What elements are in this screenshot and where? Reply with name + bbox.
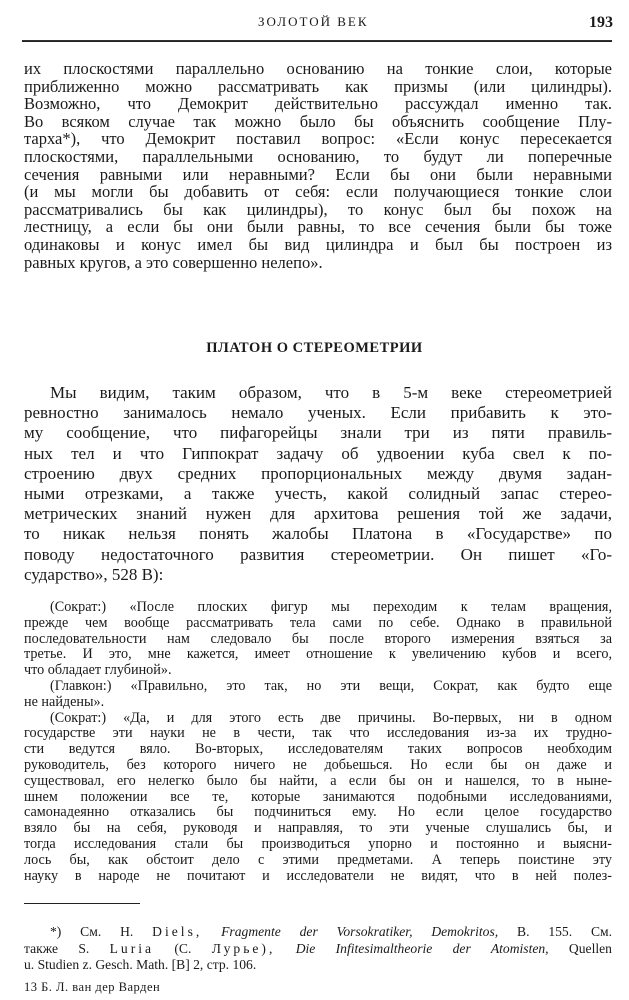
text-line: Во всяком случае так можно было бы объяснить сообщение Плу- (24, 111, 612, 131)
quote-line: шнем положении все те, которые занимаются подобными исследованиями, (24, 788, 612, 805)
page-number: 193 (589, 14, 613, 31)
header-rule (22, 40, 612, 42)
footnote-author: Лурье), (211, 940, 276, 956)
printer-signature: 13 Б. Л. ван дер Варден (24, 980, 161, 994)
footnote (24, 924, 612, 974)
footnote-text: также S. (24, 940, 90, 956)
quote-line: что обладает глубиной». (24, 662, 172, 679)
text-line: Возможно, что Демокрит действительно рассуждал именно так. (24, 94, 612, 114)
quote-line: взяло бы на себя, руководя и направляя, то эти ученые слушались бы, и (24, 820, 612, 837)
quote-line: тогда исследования стали бы производиться упорно и постоянно и выясни- (24, 835, 612, 852)
text-line: то никак нельзя понять жалобы Платона в «Государстве» по (24, 524, 612, 544)
footnote-line (24, 941, 612, 958)
quote-line: (Сократ:) «Да, и для этого есть две причины. Во-первых, ни в одном (50, 709, 612, 726)
text-line: одинаковы и конус имел бы вид цилиндра и был бы построен из (24, 234, 612, 254)
footnote-text: *) См. H. (50, 924, 134, 939)
text-line: рассматривались бы как цилиндры), то конус был бы похож на (24, 199, 612, 219)
text-line: строению двух средних пропорциональных между двумя задан- (24, 463, 612, 483)
text-line: ных тел и что Гиппократ задачу об удвоении куба свел к по- (24, 443, 612, 463)
footnote-title: Fragmente der Vorsokratiker, Demokritos, (221, 924, 499, 939)
footnote-text: Quellen (568, 940, 612, 956)
footnote-line: u. Studien z. Gesch. Math. [B] 2, стр. 106. (24, 957, 257, 972)
quote-line: самонадеянно отказались бы подчиниться ему. Но если целое государство (24, 804, 612, 821)
text-line: плоскостями, параллельными основанию, то будут ли поперечные (24, 146, 612, 166)
quote-line: лось бы, как обстоит дело с этими предметами. А теперь поистине эту (24, 851, 612, 868)
quote-line: последовательности нам следовало бы после второго измерения взяться за (24, 630, 612, 647)
quote-line: существовал, его нелегко было бы найти, а если бы он и нашелся, то в ныне- (24, 772, 612, 789)
text-line: Мы видим, таким образом, что в 5-м веке стереометрией (50, 383, 612, 402)
text-line: тарха*), что Демокрит поставил вопрос: «Если конус пересекается (24, 129, 612, 149)
quote-line: сти ведутся вяло. Во-вторых, исследователям таких вопросов необходим (24, 741, 612, 758)
running-title: ЗОЛОТОЙ ВЕК (258, 14, 369, 29)
paragraph-2 (24, 383, 612, 585)
quote-line: (Сократ:) «После плоских фигур мы переходим к телам вращения, (50, 599, 612, 615)
text-line: сечения равными или неравными? Если бы они были неравными (24, 164, 612, 184)
text-line: равных кругов, а это совершенно нелепо». (24, 252, 323, 272)
text-line: их плоскостями параллельно основанию на тонкие слои, которые (24, 59, 612, 78)
quote-line: науку в народе не почитают и исследователи не видят, что в ней полез- (24, 867, 612, 884)
quote-line: третье. И это, мне кажется, имеет отношение к увеличению кубов и всего, (24, 646, 612, 663)
quote-line: руководитель, без которого ничего не добьешься. Но если бы он даже и (24, 756, 612, 773)
text-line: (и мы могли бы добавить от себя: если получающиеся тонкие слои (24, 182, 612, 202)
running-header (0, 14, 629, 34)
quote-line: (Главкон:) «Правильно, это так, но эти вещи, Сократ, как будто еще (50, 677, 612, 694)
text-line: приближенно можно рассматривать как призмы (или цилиндры). (24, 76, 612, 96)
footnote-title: Die Infitesimaltheorie der Atomisten, (295, 940, 549, 956)
text-line: ными отрезками, а также учесть, какой солидный запас стерео- (24, 483, 612, 503)
text-line: сударство», 528 В): (24, 564, 164, 584)
quote-line: не найдены». (24, 693, 105, 710)
footnote-text: В. 155. См. (517, 924, 613, 939)
paragraph-1 (24, 60, 612, 271)
footnote-author: Diels, (152, 924, 203, 939)
text-line: поводу недостаточного развития стереометрии. Он пишет «Го- (24, 544, 612, 564)
quote-line: государстве эти науки не в чести, так что исследования из-за их трудно- (24, 725, 612, 742)
text-line: метрических знаний нужен для архитова решения той же задачи, (24, 504, 612, 524)
quotation-block (24, 600, 612, 884)
footnote-rule (24, 903, 140, 904)
footnote-line (24, 924, 612, 941)
section-heading: ПЛАТОН О СТЕРЕОМЕТРИИ (206, 340, 423, 356)
quote-line: прежде чем вообще рассматривать тела сами по себе. Однако в правильной (24, 614, 612, 631)
text-line: лестницу, а если бы они были равны, то все сечения были бы тоже (24, 217, 612, 237)
footnote-author: Luria (109, 940, 155, 956)
footnote-text: (С. (174, 940, 192, 956)
text-line: ревностно занималось немало ученых. Если прибавить к это- (24, 403, 612, 423)
text-line: му сообщение, что пифагорейцы знали три из пяти правиль- (24, 423, 612, 443)
